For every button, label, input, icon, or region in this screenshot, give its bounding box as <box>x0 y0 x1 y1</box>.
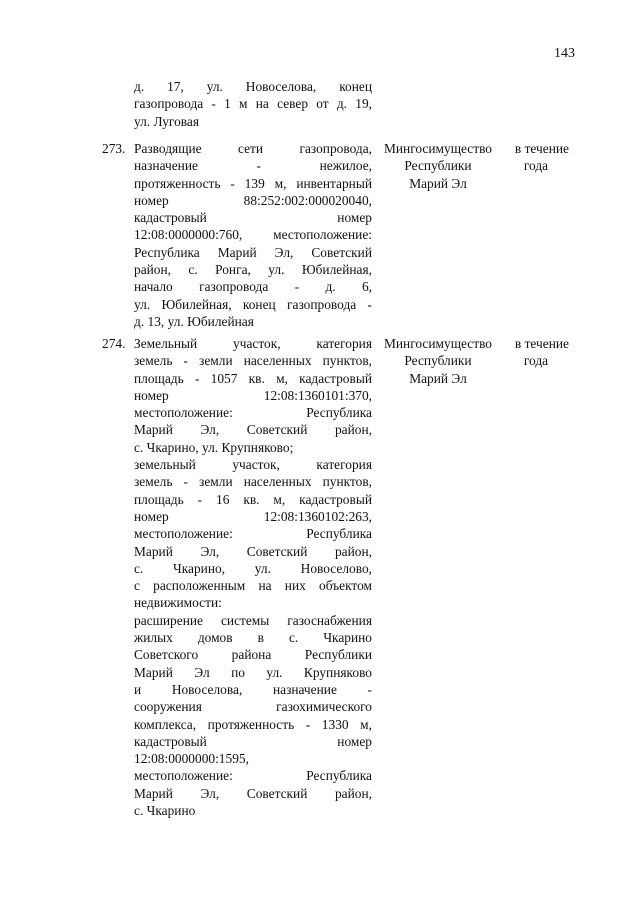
description-line: Марий Эл, Советский район, <box>134 422 372 438</box>
description-line: с. Чкарино <box>134 803 196 819</box>
owner-line: Марий Эл <box>409 175 467 191</box>
description-line: д. 13, ул. Юбилейная <box>134 313 254 329</box>
description-line: с. Чкарино, ул. Новоселово, <box>134 560 372 576</box>
description-line: Марий Эл, Советский район, <box>134 785 372 801</box>
entry-owner <box>374 335 502 387</box>
description-line: земельный участок, категория <box>134 457 372 473</box>
entry-owner <box>374 140 502 192</box>
page-number: 143 <box>554 46 575 61</box>
description-line: комплекса, протяженность - 1330 м, <box>134 716 372 732</box>
owner-line: Республики <box>404 353 472 369</box>
description-line: номер 88:252:002:000020040, <box>134 192 372 208</box>
description-line: ул. Юбилейная, конец газопровода - <box>134 296 372 312</box>
description-line: Марий Эл, Советский район, <box>134 543 372 559</box>
description-line: и Новоселова, назначение - <box>134 681 372 697</box>
description-line: район, с. Ронга, ул. Юбилейная, <box>134 262 372 278</box>
description-line: назначение - нежилое, <box>134 158 372 174</box>
continuation-description <box>134 78 372 130</box>
owner-line: Мингосимущество <box>383 141 492 156</box>
description-line: д. 17, ул. Новоселова, конец <box>134 79 372 94</box>
entry-term <box>503 140 569 175</box>
description-line: сооружения газохимического <box>134 699 372 715</box>
description-line: расширение системы газоснабжения <box>134 612 372 628</box>
description-line: недвижимости: <box>134 595 222 611</box>
entry-description <box>134 335 372 819</box>
description-line: кадастровый номер <box>134 210 372 226</box>
description-line: местоположение: Республика <box>134 768 372 784</box>
description-line: площадь - 1057 кв. м, кадастровый <box>134 370 372 386</box>
description-line: Республика Марий Эл, Советский <box>134 244 372 260</box>
term-line: в течение <box>514 141 569 156</box>
description-line: 12:08:0000000:760, местоположение: <box>134 227 372 243</box>
description-line: протяженность - 139 м, инвентарный <box>134 175 372 191</box>
owner-line: Марий Эл <box>409 370 467 386</box>
entry-number: 274. <box>102 336 126 351</box>
description-line: местоположение: Республика <box>134 405 372 421</box>
description-line: жилых домов в с. Чкарино <box>134 630 372 646</box>
description-line: 12:08:0000000:1595, <box>134 751 249 767</box>
description-line: Разводящие сети газопровода, <box>134 141 372 156</box>
description-line: номер 12:08:1360101:370, <box>134 387 372 403</box>
description-line: земель - земли населенных пунктов, <box>134 353 372 369</box>
description-line: Земельный участок, категория <box>134 336 372 351</box>
description-line: Марий Эл по ул. Крупняково <box>134 664 372 680</box>
description-line: площадь - 16 кв. м, кадастровый <box>134 491 372 507</box>
description-line: с. Чкарино, ул. Крупняково; <box>134 439 294 455</box>
description-line: Советского района Республики <box>134 647 372 663</box>
owner-line: Мингосимущество <box>383 336 492 351</box>
description-line: начало газопровода - д. 6, <box>134 279 372 295</box>
description-line: с расположенным на них объектом <box>134 578 372 594</box>
description-line: ул. Луговая <box>134 113 200 129</box>
description-line: газопровода - 1 м на север от д. 19, <box>134 96 372 112</box>
description-line: номер 12:08:1360102:263, <box>134 508 372 524</box>
term-line: года <box>523 158 549 174</box>
description-line: местоположение: Республика <box>134 526 372 542</box>
description-line: земель - земли населенных пунктов, <box>134 474 372 490</box>
entry-term <box>503 335 569 370</box>
term-line: в течение <box>514 336 569 351</box>
entry-number: 273. <box>102 141 126 156</box>
term-line: года <box>523 353 549 369</box>
description-line: кадастровый номер <box>134 733 372 749</box>
entry-description <box>134 140 372 330</box>
owner-line: Республики <box>404 158 472 174</box>
